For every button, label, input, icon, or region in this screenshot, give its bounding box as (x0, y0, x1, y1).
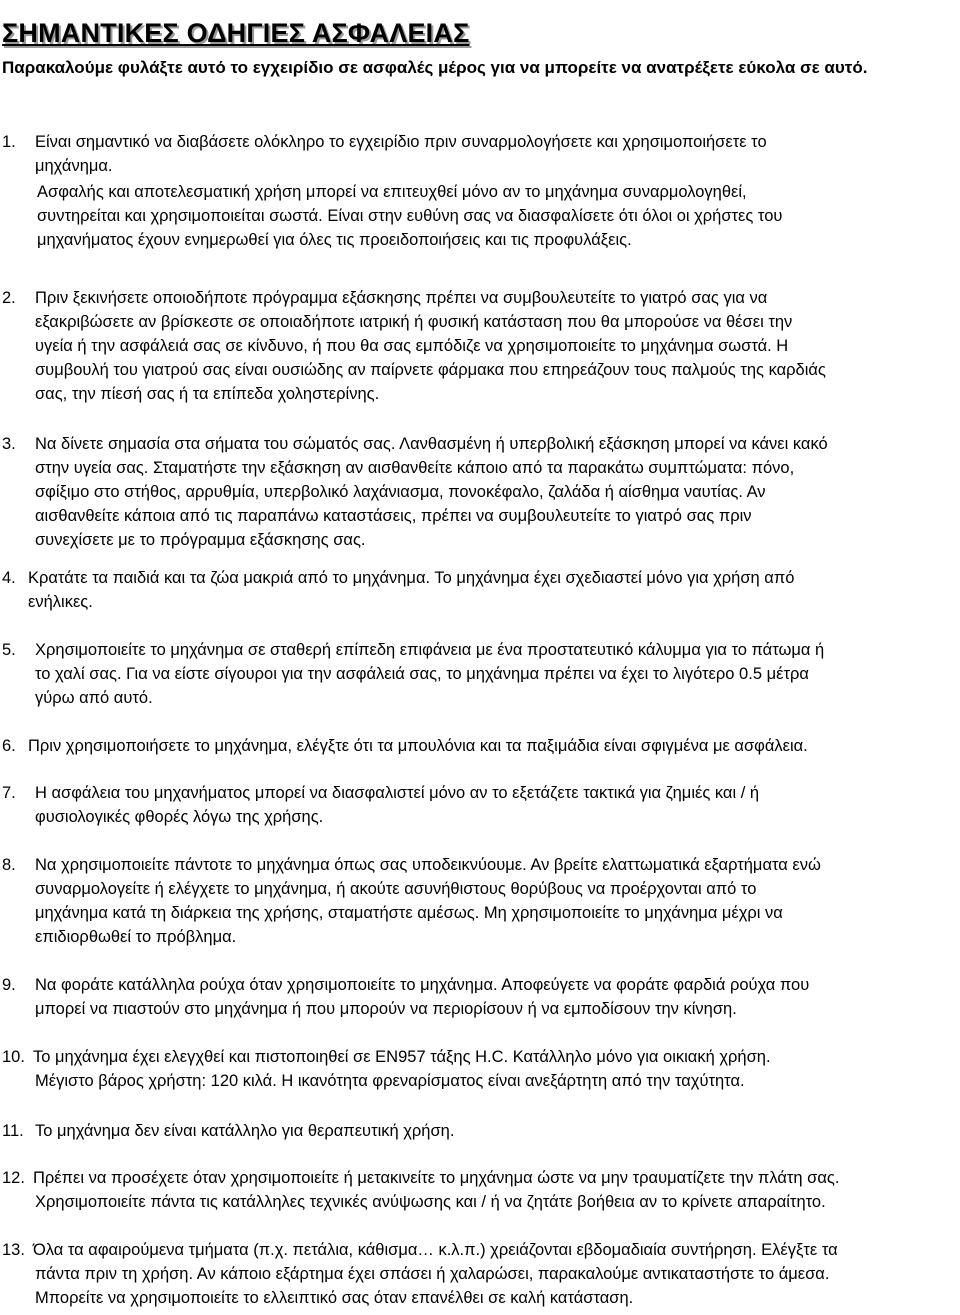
item-text-line: Το μηχάνημα έχει ελεγχθεί και πιστοποιηθεί σε EN957 τάξης H.C. Κατάλληλο μόνο για οικιακή χρήση. (33, 1048, 771, 1066)
item-number: 4. (2, 569, 16, 587)
item-number: 12. (2, 1169, 25, 1187)
item-text-line: ενήλικες. (28, 593, 93, 611)
item-text-line: γύρω από αυτό. (35, 689, 153, 707)
item-text-line: Να χρησιμοποιείτε πάντοτε το μηχάνημα όπως σας υποδεικνύουμε. Αν βρείτε ελαττωματικά εξαρτήματα ενώ (35, 856, 821, 874)
item-text-line: φυσιολογικές φθορές λόγω της χρήσης. (35, 808, 324, 826)
list-item (2, 566, 794, 614)
item-text-line: Ασφαλής και αποτελεσματική χρήση μπορεί να επιτευχθεί μόνο αν το μηχάνημα συναρμολογηθεί, (37, 183, 747, 201)
list-item (2, 781, 759, 829)
item-text-line: Πρέπει να προσέχετε όταν χρησιμοποιείτε ή μετακινείτε το μηχάνημα ώστε να μην τραυματίζετε την πλάτη σας. (33, 1169, 840, 1187)
item-text-line: συμβουλή του γιατρού σας είναι ουσιώδης αν παίρνετε φάρμακα που επηρεάζουν τους παλμούς της καρδιάς (35, 361, 826, 379)
item-text-line: Είναι σημαντικό να διαβάσετε ολόκληρο το εγχειρίδιο πριν συναρμολογήσετε και χρησιμοποιήσετε το (35, 133, 767, 151)
list-item (2, 1119, 454, 1143)
item-text-line: επιδιορθωθεί το πρόβλημα. (35, 928, 237, 946)
item-text-line: συντηρείται και χρησιμοποιείται σωστά. Είναι στην ευθύνη σας να διασφαλίσετε ότι όλοι οι χρήστες του (37, 207, 783, 225)
item-text-line: μπορεί να πιαστούν στο μηχάνημα ή που μπορούν να περιορίσουν ή να εμποδίσουν την κίνηση. (35, 1000, 737, 1018)
item-text-line: υγεία ή την ασφάλειά σας σε κίνδυνο, ή που θα σας εμπόδιζε να χρησιμοποιείτε το μηχάνημα σωστά. Η (35, 337, 789, 355)
item-text-line: στην υγεία σας. Σταματήστε την εξάσκηση αν αισθανθείτε κάποιο από τα παρακάτω συμπτώματα: πόνο, (35, 459, 795, 477)
item-text-line: σφίξιμο στο στήθος, αρρυθμία, υπερβολικό λαχάνιασμα, πονοκέφαλο, ζαλάδα ή αίσθημα ναυτίας. Αν (35, 483, 766, 501)
item-text-line: Μέγιστο βάρος χρήστη: 120 κιλά. Η ικανότητα φρεναρίσματος είναι ανεξάρτητη από την ταχύτητα. (35, 1072, 745, 1090)
item-number: 6. (2, 737, 16, 755)
item-number: 1. (2, 133, 16, 151)
item-number: 9. (2, 976, 16, 994)
page-title: ΣΗΜΑΝΤΙΚΕΣ ΟΔΗΓΙΕΣ ΑΣΦΑΛΕΙΑΣ (2, 18, 470, 49)
item-text-line: Να φοράτε κατάλληλα ρούχα όταν χρησιμοποιείτε το μηχάνημα. Αποφεύγετε να φοράτε φαρδιά ρούχα που (35, 976, 810, 994)
list-item (2, 734, 808, 758)
list-item (2, 130, 767, 178)
item-number: 2. (2, 289, 16, 307)
item-number: 5. (2, 641, 16, 659)
item-text-line: Πριν χρησιμοποιήσετε το μηχάνημα, ελέγξτε ότι τα μπουλόνια και τα παξιμάδια είναι σφιγμένα με ασφάλεια. (28, 737, 808, 755)
list-item (2, 286, 826, 406)
list-item (2, 1045, 771, 1093)
list-item (2, 1238, 838, 1310)
item-text-line: μηχανήματος έχουν ενημερωθεί για όλες τις προειδοποιήσεις και τις προφυλάξεις. (37, 231, 632, 249)
item-text-line: μηχάνημα κατά τη διάρκεια της χρήσης, σταματήστε αμέσως. Μη χρησιμοποιείτε το μηχάνημα μέχρι να (35, 904, 783, 922)
list-item (2, 853, 821, 949)
item-text-line: σας, την πίεσή σας ή τα επίπεδα χοληστερίνης. (35, 385, 380, 403)
item-text-line: συναρμολογείτε ή ελέγχετε το μηχάνημα, ή ακούτε ασυνήθιστους θορύβους να προέρχονται από το (35, 880, 757, 898)
item-text-line: Μπορείτε να χρησιμοποιείτε το ελλειπτικό σας όταν επανέλθει σε καλή κατάσταση. (35, 1289, 634, 1307)
list-item (2, 432, 828, 552)
item-number: 7. (2, 784, 16, 802)
item-text-line: μηχάνημα. (35, 157, 113, 175)
item-number: 11. (2, 1122, 24, 1140)
item-number: 13. (2, 1241, 25, 1259)
item-text-line: εξακριβώσετε αν βρίσκεστε σε οποιαδήποτε ιατρική ή φυσική κατάσταση που θα μπορούσε να θέσει την (35, 313, 793, 331)
item-text-line: συνεχίσετε με το πρόγραμμα εξάσκησης σας. (35, 531, 366, 549)
item-text-line: το χαλί σας. Για να είστε σίγουροι για την ασφάλειά σας, το μηχάνημα πρέπει να έχει το λιγότερο 0.5 μέτρα (35, 665, 809, 683)
intro-paragraph: Παρακαλούμε φυλάξτε αυτό το εγχειρίδιο σε ασφαλές μέρος για να μπορείτε να ανατρέξετε εύκολα σε αυτό. (2, 58, 868, 77)
item-text-line: Πριν ξεκινήσετε οποιοδήποτε πρόγραμμα εξάσκησης πρέπει να συμβουλευτείτε το γιατρό σας για να (35, 289, 768, 307)
item-text-line: Να δίνετε σημασία στα σήματα του σώματός σας. Λανθασμένη ή υπερβολική εξάσκηση μπορεί να κάνει κακό (35, 435, 828, 453)
item-number: 10. (2, 1048, 25, 1066)
list-item (2, 638, 824, 710)
item-text-line: πάντα πριν τη χρήση. Αν κάποιο εξάρτημα έχει σπάσει ή χαλαρώσει, παρακαλούμε αντικαταστήστε το άμεσα. (35, 1265, 830, 1283)
item-text-line: Χρησιμοποιείτε το μηχάνημα σε σταθερή επίπεδη επιφάνεια με ένα προστατευτικό κάλυμμα για το πάτωμα ή (35, 641, 825, 659)
item-text-line: Το μηχάνημα δεν είναι κατάλληλο για θεραπευτική χρήση. (35, 1122, 455, 1140)
item-text-line: Κρατάτε τα παιδιά και τα ζώα μακριά από το μηχάνημα. Το μηχάνημα έχει σχεδιαστεί μόνο για χρήση από (28, 569, 795, 587)
item-number: 3. (2, 435, 16, 453)
item-text-line: Χρησιμοποιείτε πάντα τις κατάλληλες τεχνικές ανύψωσης και / ή να ζητάτε βοήθεια αν το κρίνετε απαραίτητο. (35, 1193, 826, 1211)
item-text-line: αισθανθείτε κάποια από τις παραπάνω καταστάσεις, πρέπει να συμβουλευτείτε το γιατρό σας πριν (35, 507, 752, 525)
item-text-line: Η ασφάλεια του μηχανήματος μπορεί να διασφαλιστεί μόνο αν το εξετάζετε τακτικά για ζημιές και / ή (35, 784, 760, 802)
item-number: 8. (2, 856, 16, 874)
list-item (2, 973, 809, 1021)
item-text-line: Όλα τα αφαιρούμενα τμήματα (π.χ. πετάλια, κάθισμα… κ.λ.π.) χρειάζονται εβδομαδιαία συντήρηση. Ελέγξτε τα (33, 1241, 838, 1259)
item-sub-paragraph (37, 180, 782, 252)
list-item (2, 1166, 839, 1214)
